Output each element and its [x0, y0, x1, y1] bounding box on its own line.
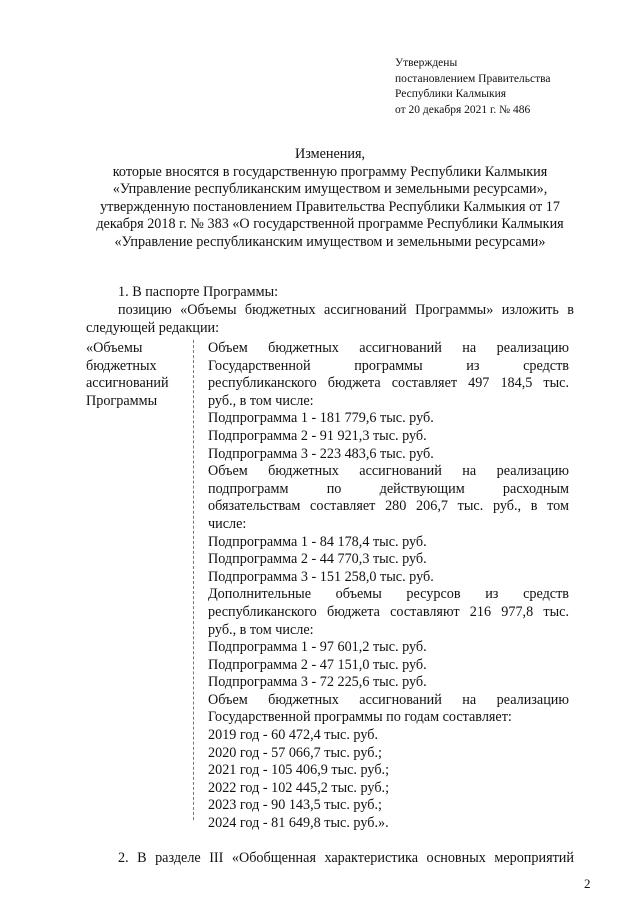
left-cell-line: Программы — [86, 392, 158, 409]
right-cell-line: подпрограмм по действующим расходным — [208, 480, 569, 497]
right-cell-line: Подпрограмма 1 - 97 601,2 тыс. руб. — [208, 639, 427, 656]
right-cell-line: Государственной программы из средств — [208, 357, 569, 374]
right-cell-line: Объем бюджетных ассигнований на реализацию — [208, 691, 569, 708]
title-line: «Управление республиканским имуществом и земельными ресурсами», — [112, 181, 548, 198]
right-cell-line: Подпрограмма 1 - 84 178,4 тыс. руб. — [208, 533, 427, 550]
approval-line: постановлением Правительства — [395, 72, 551, 85]
table-right-cell — [208, 340, 569, 833]
section1-text: позицию «Объемы бюджетных ассигнований Программы» изложить в — [118, 302, 574, 318]
title-line: «Управление республиканским имуществом и земельными ресурсами» — [114, 233, 546, 250]
left-cell-line: бюджетных — [86, 357, 157, 374]
right-cell-line: 2024 год - 81 649,8 тыс. руб.». — [208, 815, 389, 832]
section1-text: следующей редакции: — [86, 320, 220, 336]
left-cell-line: «Объемы — [86, 340, 143, 356]
right-cell-line: Подпрограмма 3 - 151 258,0 тыс. руб. — [208, 568, 434, 585]
section1-heading: 1. В паспорте Программы: — [118, 284, 279, 300]
right-cell-line: числе: — [208, 515, 247, 532]
approval-block — [395, 56, 551, 118]
title-line: утвержденную постановлением Правительства Республики Калмыкия от 17 — [100, 198, 560, 215]
right-cell-line: 2021 год - 105 406,9 тыс. руб.; — [208, 762, 390, 779]
right-cell-line: республиканского бюджета составляет 497 184,5 тыс. — [208, 375, 569, 392]
right-cell-line: Объем бюджетных ассигнований на реализацию — [208, 463, 569, 480]
right-cell-line: Подпрограмма 2 - 91 921,3 тыс. руб. — [208, 427, 427, 444]
right-cell-line: Дополнительные объемы ресурсов из средств — [208, 586, 569, 603]
right-cell-line: Государственной программы по годам составляет: — [208, 709, 512, 726]
right-cell-line: Подпрограмма 2 - 44 770,3 тыс. руб. — [208, 551, 427, 568]
title-line: Изменения, — [294, 146, 366, 162]
table-left-cell — [86, 340, 196, 410]
right-cell-line: 2022 год - 102 445,2 тыс. руб.; — [208, 779, 390, 796]
right-cell-line: руб., в том числе: — [208, 621, 314, 638]
section2-text: 2. В разделе III «Обобщенная характеристика основных мероприятий — [118, 850, 574, 866]
left-cell-line: ассигнований — [86, 375, 169, 392]
right-cell-line: республиканского бюджета составляют 216 977,8 тыс. — [208, 603, 569, 620]
approval-line: от 20 декабря 2021 г. № 486 — [395, 103, 531, 116]
right-cell-line: Объем бюджетных ассигнований на реализацию — [208, 340, 569, 356]
document-title — [60, 146, 600, 252]
right-cell-line: Подпрограмма 3 - 223 483,6 тыс. руб. — [208, 445, 434, 462]
right-cell-line: 2020 год - 57 066,7 тыс. руб.; — [208, 744, 382, 761]
approval-line: Утверждены — [395, 57, 458, 69]
right-cell-line: Подпрограмма 3 - 72 225,6 тыс. руб. — [208, 674, 427, 691]
title-line: декабря 2018 г. № 383 «О государственной программе Республики Калмыкия — [96, 216, 564, 233]
right-cell-line: Подпрограмма 1 - 181 779,6 тыс. руб. — [208, 410, 434, 427]
table-divider — [193, 340, 194, 820]
page-number: 2 — [584, 876, 591, 891]
right-cell-line: 2023 год - 90 143,5 тыс. руб.; — [208, 797, 382, 814]
right-cell-line: 2019 год - 60 472,4 тыс. руб. — [208, 727, 379, 744]
title-line: которые вносятся в государственную программу Республики Калмыкия — [112, 163, 548, 180]
approval-line: Республики Калмыкия — [395, 88, 507, 100]
right-cell-line: обязательствам составляет 280 206,7 тыс. руб., в том — [208, 498, 569, 515]
right-cell-line: Подпрограмма 2 - 47 151,0 тыс. руб. — [208, 656, 427, 673]
right-cell-line: руб., в том числе: — [208, 392, 314, 409]
